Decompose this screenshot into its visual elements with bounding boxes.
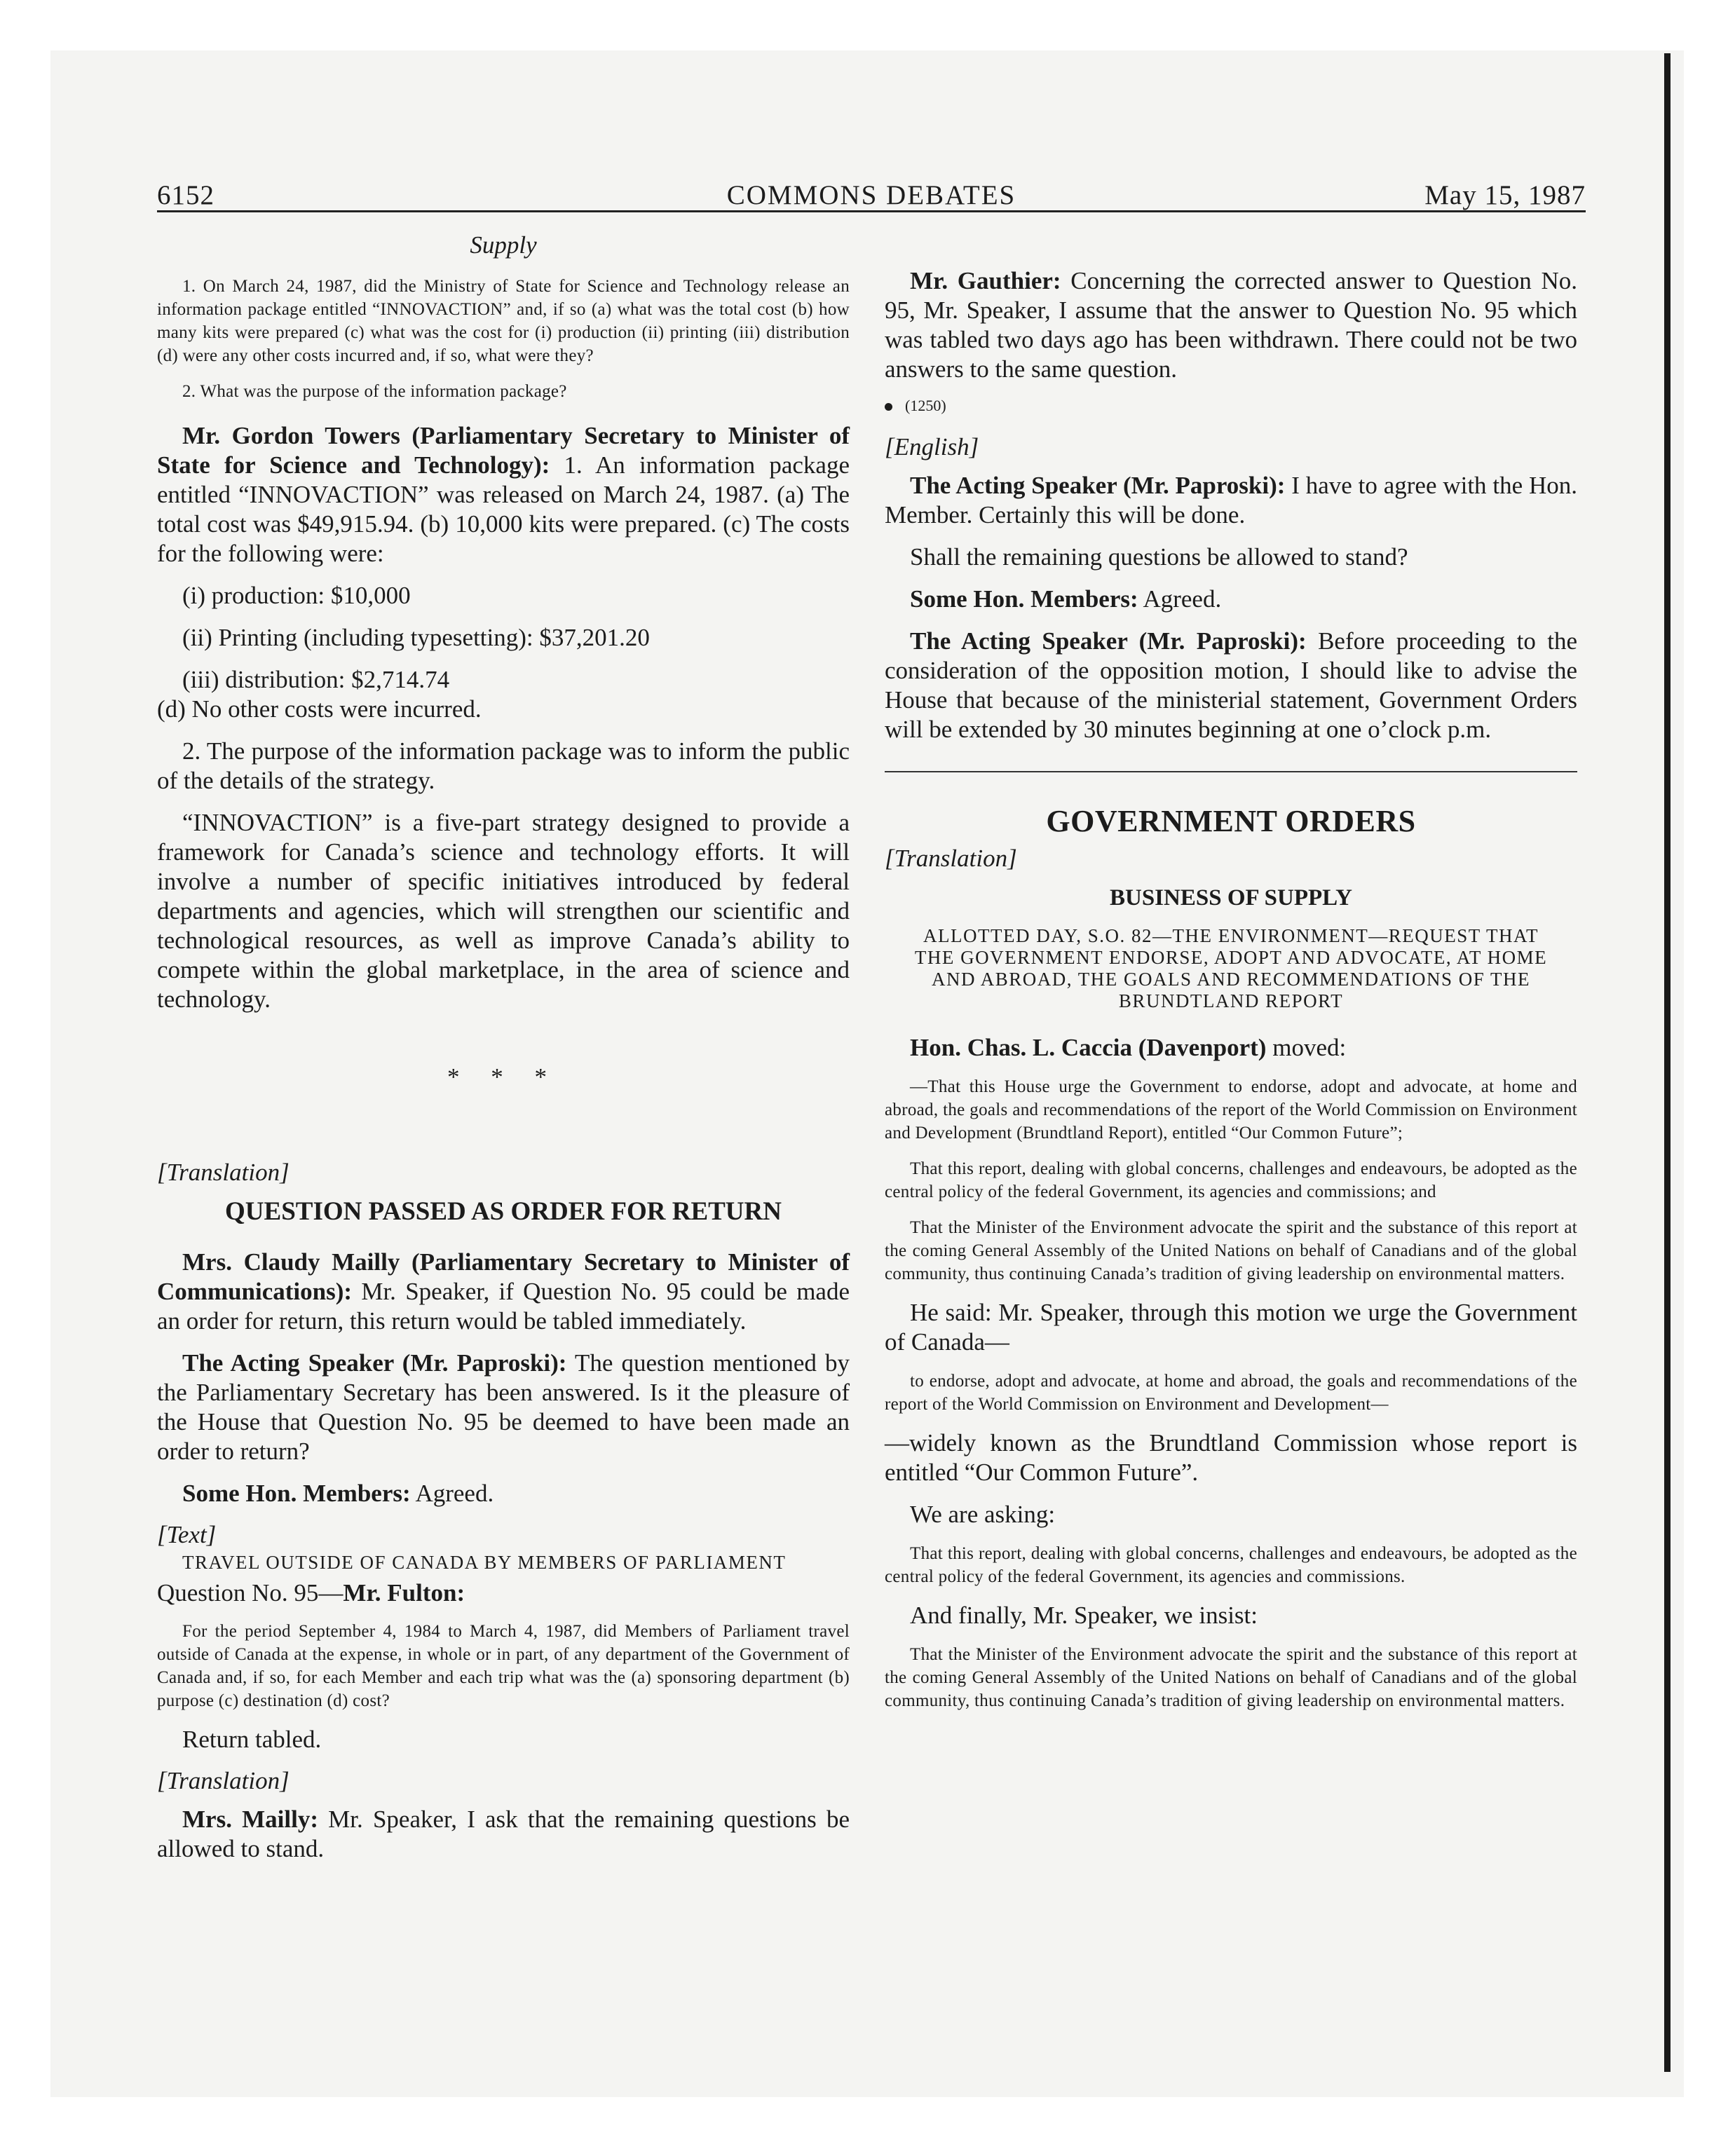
speaker-name: Mr. Gauthier: [910, 267, 1061, 294]
speech-text: Agreed. [410, 1480, 494, 1507]
we-insist: And finally, Mr. Speaker, we insist: [910, 1602, 1258, 1629]
speaker-name: Mrs. Mailly: [182, 1806, 318, 1833]
text-tag: [Text] [157, 1521, 217, 1548]
right-column [885, 266, 1577, 1725]
translation-tag: [Translation] [885, 845, 1017, 872]
mailly-remaining-request [157, 1805, 850, 1864]
speech-text: Mr. Speaker, I ask that the remaining questions be allowed to stand. [157, 1806, 850, 1862]
cost-production: (i) production: $10,000 [182, 582, 411, 609]
translation-tag: [Translation] [157, 1767, 290, 1794]
question-passed-heading: QUESTION PASSED AS ORDER FOR RETURN [225, 1197, 782, 1226]
speech-text: The question mentioned by the Parliamentary Secretary has been answered. Is it the pleasure of the House that Question No. 95 be deemed to have been made an order to return? [157, 1349, 850, 1465]
header-rule [157, 210, 1586, 212]
motion-clause-2: That this report, dealing with global concerns, challenges and endeavours, be adopted as the central policy of the federal Government, its agencies and commissions; and [885, 1159, 1577, 1201]
question-part-2: 2. What was the purpose of the information package? [182, 382, 567, 401]
section-running-title: Supply [470, 231, 537, 259]
speaker-name: Some Hon. Members: [910, 585, 1138, 613]
english-tag: [English] [885, 433, 979, 460]
speech-text: moved: [1266, 1034, 1347, 1061]
speech-text: I have to agree with the Hon. Member. Certainly this will be done. [885, 472, 1577, 528]
we-are-asking: We are asking: [910, 1501, 1056, 1528]
question-label: Question No. 95— [157, 1579, 343, 1606]
section-separator-stars: * * * [447, 1063, 559, 1091]
cost-distribution: (iii) distribution: $2,714.74 [182, 666, 450, 693]
speaker-name: Mr. Gordon Towers (Parliamentary Secretary to Minister of State for Science and Technology): [157, 422, 850, 479]
brundtland-note: —widely known as the Brundtland Commission whose report is entitled “Our Common Future”. [885, 1429, 1577, 1486]
remaining-questions: Shall the remaining questions be allowed to stand? [910, 543, 1408, 571]
mailly-statement [157, 1248, 850, 1336]
publication-title: COMMONS DEBATES [726, 180, 1016, 210]
question-part-1: 1. On March 24, 1987, did the Ministry of State for Science and Technology release an information package entitled “INNOVACTION” and, if so (a) what was the total cost (b) how many kits were prepared (c) what was the cost for (i) production (ii) printing (iii) distribution (d) were any other costs incurred and, if so, what were they? [157, 277, 850, 365]
acting-speaker-statement [157, 1349, 850, 1466]
section-rule [885, 771, 1577, 772]
speaker-name: The Acting Speaker (Mr. Paproski): [910, 627, 1307, 655]
speaker-name: The Acting Speaker (Mr. Paproski): [910, 472, 1286, 499]
allotted-day-heading: ALLOTTED DAY, S.O. 82—THE ENVIRONMENT—REQUEST THAT THE GOVERNMENT ENDORSE, ADOPT AND ADVOCATE, AT HOME AND ABROAD, THE GOALS AND RECOMMENDATIONS OF THE BRUNDTLAND REPORT [914, 925, 1548, 1011]
return-tabled: Return tabled. [182, 1726, 322, 1753]
time-stamp: (1250) [905, 397, 946, 414]
question-95-heading [157, 1579, 850, 1607]
speech-text: Agreed. [1138, 585, 1222, 613]
speaker-name: The Acting Speaker (Mr. Paproski): [182, 1349, 567, 1377]
motion-clause-3: That the Minister of the Environment advocate the spirit and the substance of this report at the coming General Assembly of the United Nations on behalf of Canadians and of the global community, thus continuing Canada’s tradition of giving leadership on environmental matters. [885, 1218, 1577, 1283]
speech-text: Before proceeding to the consideration of the opposition motion, I should like to advise the House that because of the ministerial statement, Government Orders will be extended by 30 minutes beginning at one o’clock p.m. [885, 627, 1577, 743]
gauthier-statement [885, 266, 1577, 384]
translation-tag: [Translation] [157, 1159, 290, 1186]
innovaction-description: “INNOVACTION” is a five-part strategy designed to provide a framework for Canada’s science and technology efforts. It will involve a number of specific initiatives introduced by federal departments and agencies, which will strengthen our scientific and technological resources, as well as improve Canada’s ability to compete within the global marketplace, in the area of science and technology. [157, 809, 850, 1013]
cost-printing: (ii) Printing (including typesetting): $37,201.20 [182, 624, 650, 651]
question-member: Mr. Fulton: [343, 1579, 465, 1606]
travel-heading: TRAVEL OUTSIDE OF CANADA BY MEMBERS OF PARLIAMENT [182, 1552, 787, 1573]
page-number: 6152 [157, 180, 215, 210]
quoted-motion-1: to endorse, adopt and advocate, at home and abroad, the goals and recommendations of the report of the World Commission on Environment and Development— [885, 1372, 1577, 1414]
left-column [157, 231, 850, 1876]
cost-other: (d) No other costs were incurred. [157, 695, 482, 723]
speech-text: Mr. Speaker, if Question No. 95 could be made an order for return, this return would be tabled immediately. [157, 1278, 850, 1335]
acting-speaker-agree [885, 471, 1577, 530]
speech-text: 1. An information package entitled “INNOVACTION” was released on March 24, 1987. (a) The total cost was $49,915.94. (b) 10,000 kits were prepared. (c) The costs for the following were: [157, 451, 850, 567]
speaker-name: Mrs. Claudy Mailly (Parliamentary Secretary to Minister of Communications): [157, 1248, 850, 1305]
caccia-moved [885, 1033, 1577, 1063]
caccia-speech: He said: Mr. Speaker, through this motion we urge the Government of Canada— [885, 1299, 1577, 1356]
page-edge-shadow [1664, 53, 1671, 2072]
government-orders-heading: GOVERNMENT ORDERS [1046, 804, 1416, 838]
bullet-icon [885, 403, 892, 411]
speech-text: Concerning the corrected answer to Question No. 95, Mr. Speaker, I assume that the answer to Question No. 95 which was tabled two days ago has been withdrawn. There could not be two answers to the same question. [885, 267, 1577, 383]
motion-clause-1: —That this House urge the Government to endorse, adopt and advocate, at home and abroad, the goals and recommendations of the report of the World Commission on Environment and Development (Brundtland Report), entitled “Our Common Future”; [885, 1077, 1577, 1142]
time-marker [885, 397, 1577, 415]
acting-speaker-extension [885, 627, 1577, 744]
question-95-text: For the period September 4, 1984 to March 4, 1987, did Members of Parliament travel outside of Canada at the expense, in whole or in part, of any department of the Government of Canada and, if so, for each Member and each trip what was the (a) sponsoring department (b) purpose (c) destination (d) cost? [157, 1622, 850, 1710]
quoted-motion-3: That the Minister of the Environment advocate the spirit and the substance of this report at the coming General Assembly of the United Nations on behalf of Canadians and of the global community, thus continuing Canada’s tradition of giving leadership on environmental matters. [885, 1645, 1577, 1710]
members-agreed [157, 1479, 850, 1508]
towers-answer [157, 421, 850, 568]
speaker-name: Hon. Chas. L. Caccia (Davenport) [910, 1034, 1267, 1061]
purpose-answer: 2. The purpose of the information package was to inform the public of the details of the strategy. [157, 737, 850, 794]
quoted-motion-2: That this report, dealing with global concerns, challenges and endeavours, be adopted as the central policy of the federal Government, its agencies and commissions. [885, 1544, 1577, 1586]
speaker-name: Some Hon. Members: [182, 1480, 411, 1507]
business-of-supply-heading: BUSINESS OF SUPPLY [1109, 885, 1352, 910]
members-agreed [885, 585, 1577, 614]
issue-date: May 15, 1987 [1424, 180, 1586, 210]
